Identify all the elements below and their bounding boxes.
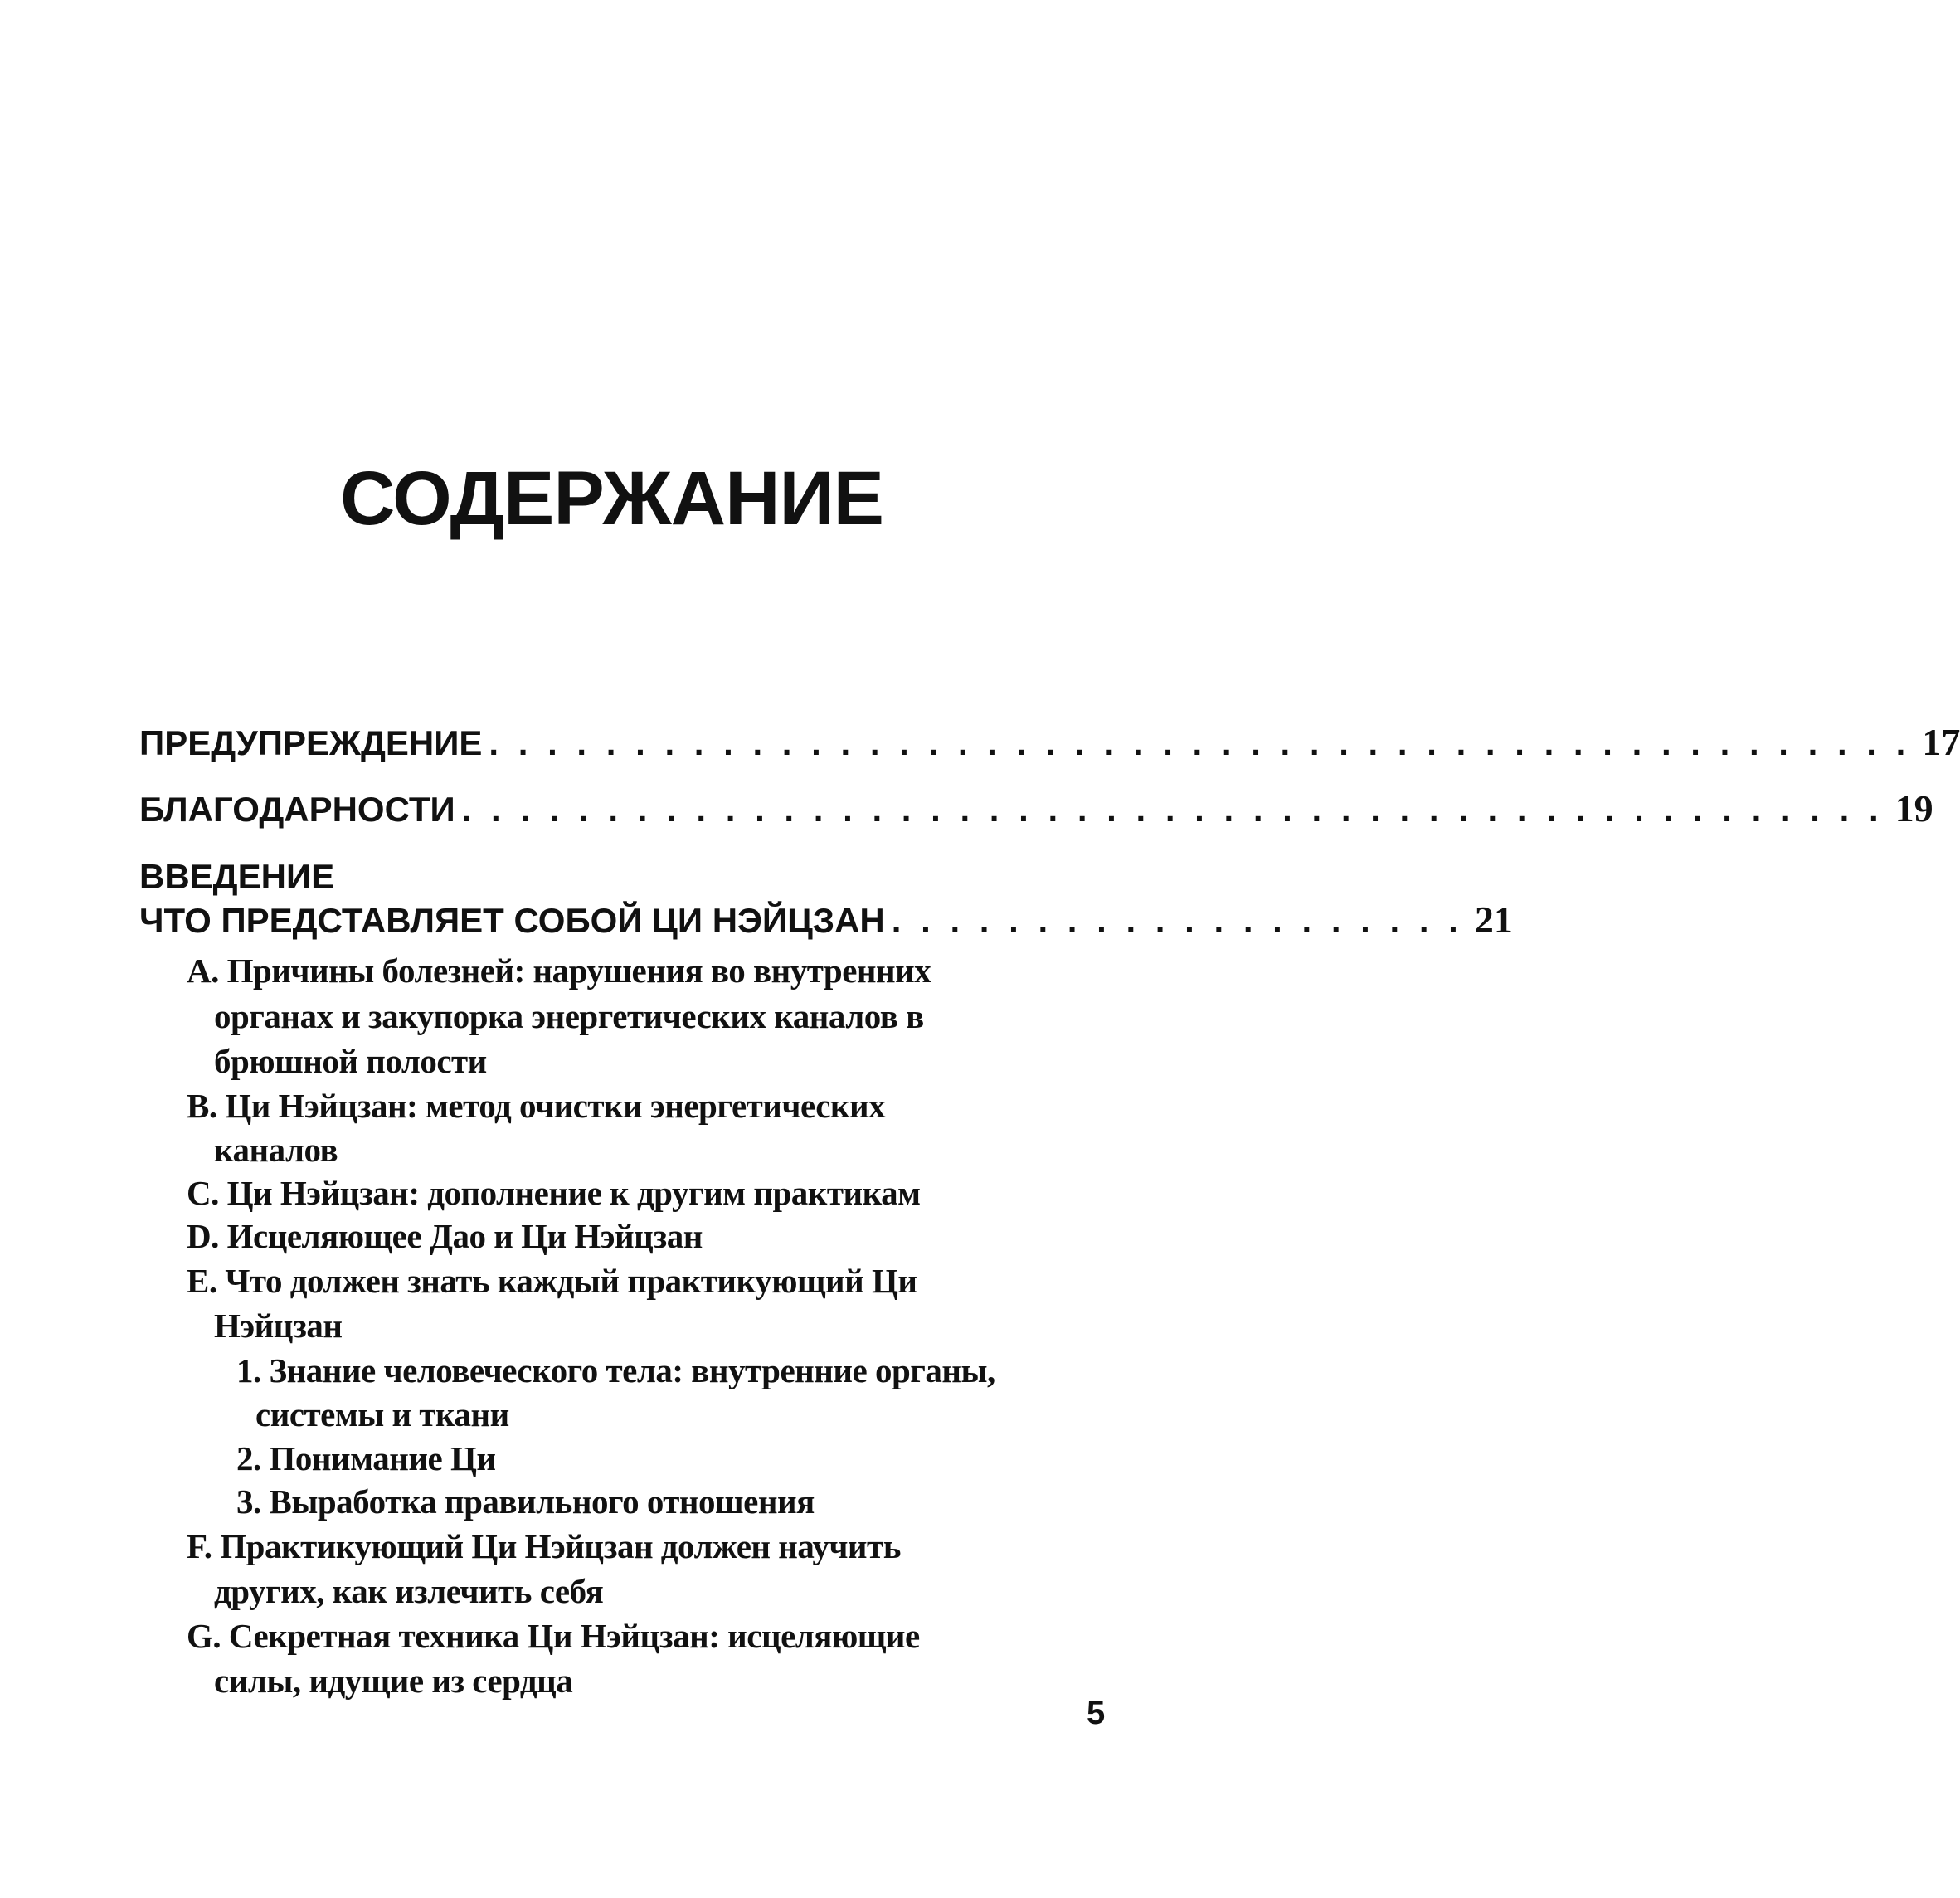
toc-subitem-d: D. Исцеляющее Дао и Ци Нэйцзан — [187, 1217, 703, 1255]
dot-leader: . . . . . . . . . . . . . . . . . . . . . . . . . . . . . . . . . . . . . . . . . . . . . . . . . — [489, 723, 1911, 762]
toc-subsubitem-3: 3. Выработка правильного отношения — [236, 1482, 815, 1521]
toc-subsubitem-2: 2. Понимание Ци — [236, 1439, 496, 1477]
toc-subsubitem-1: 1. Знание человеческого тела: внутренние органы, — [236, 1351, 995, 1389]
toc-entry-intro — [139, 898, 1513, 941]
toc-subitem-e-cont: Нэйцзан — [214, 1307, 343, 1345]
toc-subitem-f-cont: других, как излечить себя — [214, 1572, 604, 1610]
toc-entry-preface — [139, 721, 1960, 763]
dot-leader: . . . . . . . . . . . . . . . . . . . . — [891, 901, 1463, 940]
toc-page-number: 21 — [1474, 898, 1513, 941]
toc-subitem-g: G. Секретная техника Ци Нэйцзан: исцеляющие — [187, 1617, 920, 1655]
dot-leader: . . . . . . . . . . . . . . . . . . . . . . . . . . . . . . . . . . . . . . . . . . . . . . . . . — [461, 790, 1884, 829]
toc-subitem-c: С. Ци Нэйцзан: дополнение к другим практикам — [187, 1174, 921, 1212]
toc-subitem-a: А. Причины болезней: нарушения во внутренних — [187, 951, 931, 990]
toc-subitem-b: В. Ци Нэйцзан: метод очистки энергетических — [187, 1087, 886, 1125]
page-title: СОДЕРЖАНИЕ — [339, 456, 884, 541]
toc-subitem-e: Е. Что должен знать каждый практикующий Ци — [187, 1262, 917, 1300]
page-number: 5 — [1087, 1695, 1106, 1731]
toc-page-number: 17 — [1922, 721, 1960, 763]
toc-subsubitem-1-cont: системы и ткани — [255, 1395, 509, 1433]
toc-section-heading: ВВЕДЕНИЕ — [139, 857, 335, 896]
toc-entry-thanks — [139, 787, 1933, 830]
toc-subitem-b-cont: каналов — [214, 1131, 338, 1169]
toc-subitem-f: F. Практикующий Ци Нэйцзан должен научить — [187, 1527, 901, 1565]
toc-subitem-a-cont: брюшной полости — [214, 1042, 487, 1080]
toc-subitem-g-cont: силы, идущие из сердца — [214, 1662, 573, 1700]
toc-page-number: 19 — [1894, 787, 1933, 830]
toc-entry-label: ПРЕДУПРЕЖДЕНИЕ — [139, 723, 483, 762]
toc-entry-label: БЛАГОДАРНОСТИ — [139, 790, 455, 829]
toc-subitem-a-cont: органах и закупорка энергетических каналов в — [214, 997, 924, 1035]
toc-entry-label: ЧТО ПРЕДСТАВЛЯЕТ СОБОЙ ЦИ НЭЙЦЗАН — [139, 901, 885, 940]
